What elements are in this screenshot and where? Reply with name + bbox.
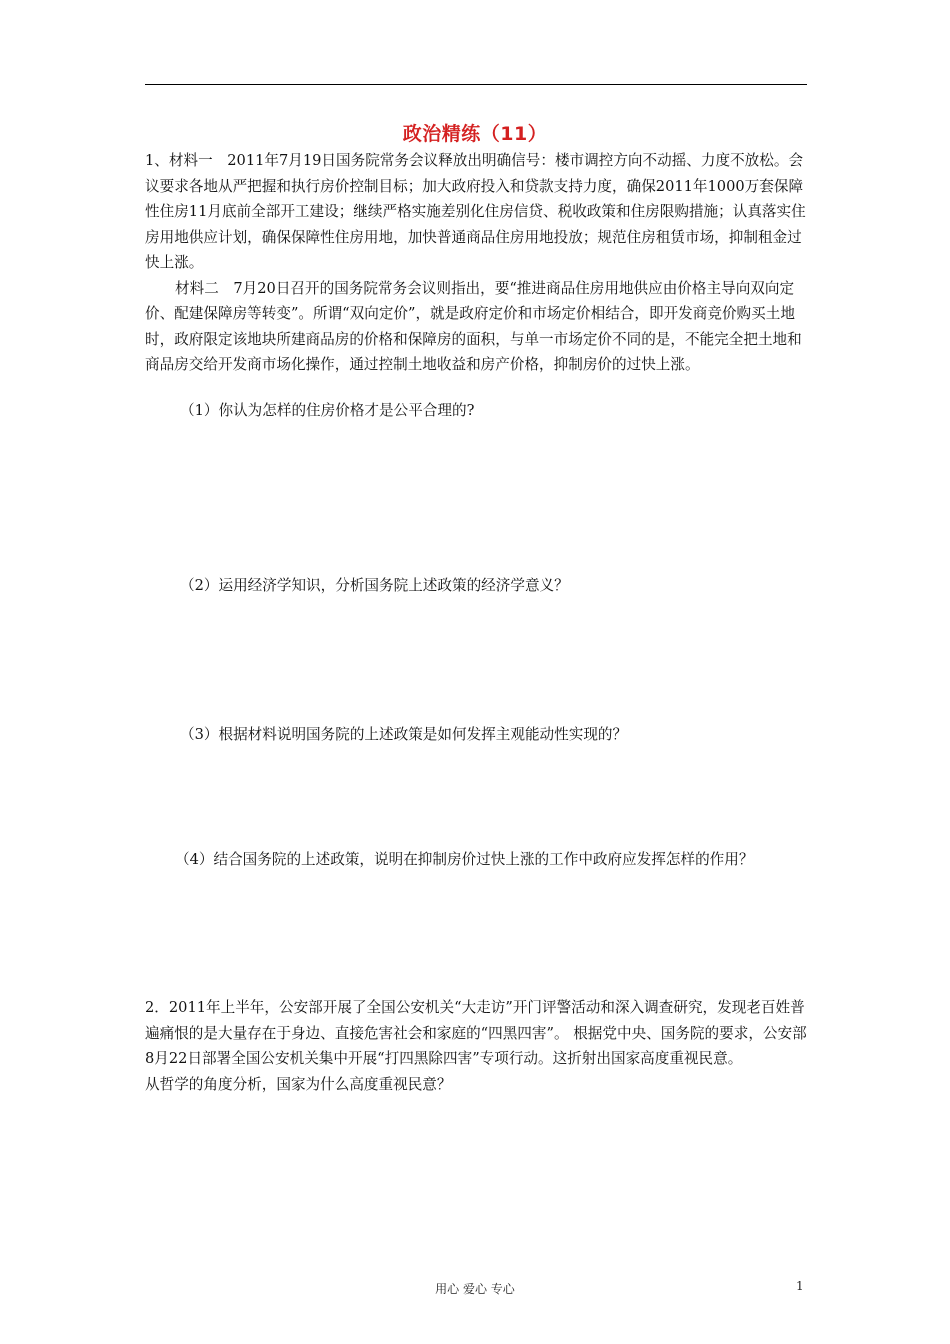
sub-question-3: （3）根据材料说明国务院的上述政策是如何发挥主观能动性实现的？ [180,726,628,743]
question-1-materials [145,148,807,378]
page-number: 1 [796,1279,804,1293]
sub-question-4: （4）结合国务院的上述政策，说明在抑制房价过快上涨的工作中政府应发挥怎样的作用？ [175,851,754,868]
sub-question-2: （2）运用经济学知识，分析国务院上述政策的经济学意义？ [180,577,569,594]
footer-slogan: 用心 爱心 专心 [435,1282,515,1296]
question-2-ask: 从哲学的角度分析，国家为什么高度重视民意？ [145,1075,452,1093]
material-1-paragraph: 1、材料一 2011年7月19日国务院常务会议释放出明确信号：楼市调控方向不动摇、力度不放松。会议要求各地从严把握和执行房价控制目标；加大政府投入和贷款支持力度，确保2011年1000万套保障性住房11月底前全部开工建设；继续严格实施差别化住房信贷、税收政策和住房限购措施；认真落实住房用地供应计划，确保保障性住房用地，加快普通商品住房用地投放；规范住房租赁市场，抑制租金过快上涨。 [145,152,806,271]
sub-question-1: （1）你认为怎样的住房价格才是公平合理的? [180,402,475,419]
material-2-paragraph: 材料二 7月20日召开的国务院常务会议则指出，要“推进商品住房用地供应由价格主导向双向定价、配建保障房等转变”。所谓“双向定价”，就是政府定价和市场定价相结合，即开发商竞价购买土地时，政府限定该地块所建商品房的价格和保障房的面积，与单一市场定价不同的是，不能完全把土地和商品房交给开发商市场化操作，通过控制土地收益和房产价格，抑制房价的过快上涨。 [145,279,802,373]
question-2-block [145,995,807,1097]
document-title: 政治精练（11） [402,123,548,145]
header-rule [145,84,807,85]
question-2-paragraph: 2．2011年上半年，公安部开展了全国公安机关“大走访”开门评警活动和深入调查研究，发现老百姓普遍痛恨的是大量存在于身边、直接危害社会和家庭的“四黑四害”。 根据党中央、国务院的要求，公安部8月22日部署全国公安机关集中开展“打四黑除四害”专项行动。这折射出国家高度重视民意。 [145,999,807,1067]
